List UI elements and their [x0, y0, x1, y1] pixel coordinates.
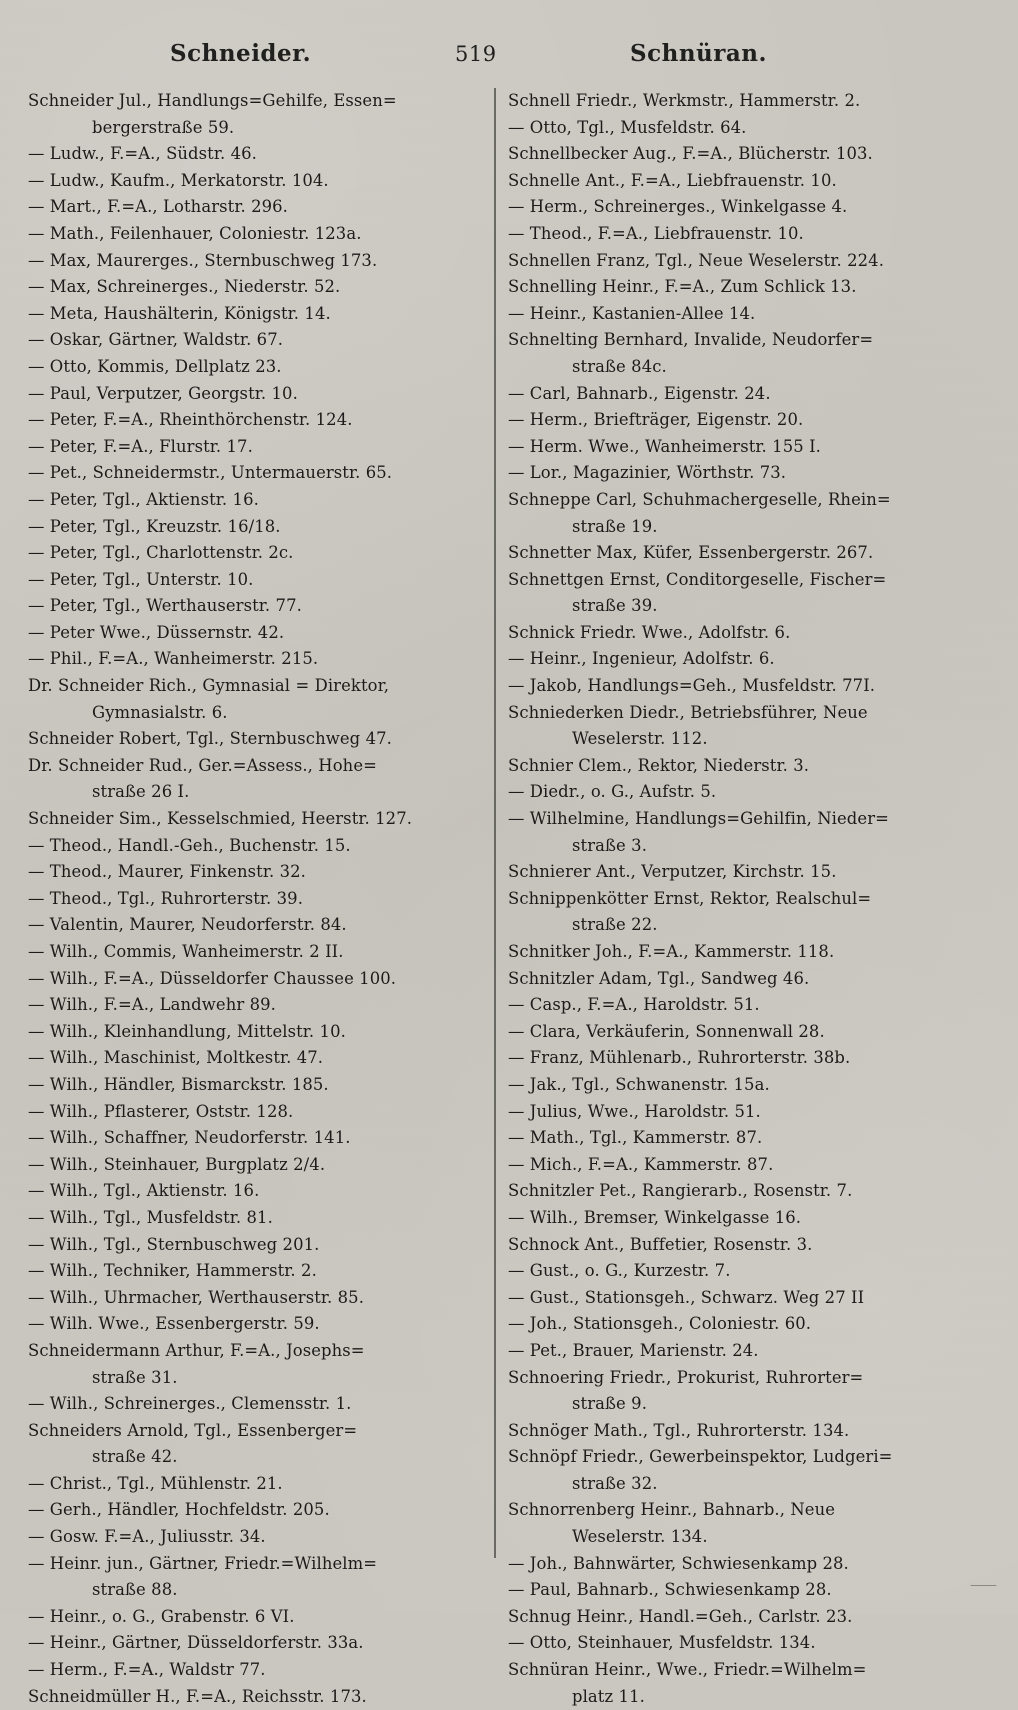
entry-text: — Peter, F.=A., Rheinthörchenstr. 124.	[28, 410, 353, 430]
directory-entry	[508, 1604, 960, 1631]
entry-text: — Joh., Bahnwärter, Schwiesenkamp 28.	[508, 1553, 849, 1573]
entry-text: Schnoering Friedr., Prokurist, Ruhrorter=	[508, 1367, 864, 1387]
entry-text: Schnöpf Friedr., Gewerbeinspektor, Ludgeri=	[508, 1447, 893, 1467]
entry-text: — Peter, Tgl., Werthauserstr. 77.	[28, 596, 302, 616]
directory-entry	[508, 886, 960, 939]
directory-entry	[508, 1365, 960, 1418]
entry-text: Schnock Ant., Buffetier, Rosenstr. 3.	[508, 1234, 813, 1254]
directory-entry	[508, 859, 960, 886]
directory-entry	[508, 460, 960, 487]
entry-text: — Joh., Stationsgeh., Coloniestr. 60.	[508, 1314, 812, 1334]
entry-text: Schnitker Joh., F.=A., Kammerstr. 118.	[508, 942, 835, 961]
entry-text: — Gosw. F.=A., Juliusstr. 34.	[28, 1527, 266, 1547]
directory-entry	[28, 1497, 480, 1524]
entry-text: — Paul, Verputzer, Georgstr. 10.	[28, 383, 298, 403]
directory-entry	[28, 1684, 480, 1710]
directory-entry	[28, 540, 480, 567]
entry-continuation: straße 9.	[572, 1394, 648, 1414]
entry-text: Schnelting Bernhard, Invalide, Neudorfer=	[508, 330, 874, 350]
directory-entry	[508, 1072, 960, 1099]
entry-text: — Mich., F.=A., Kammerstr. 87.	[508, 1154, 774, 1174]
directory-entry	[28, 567, 480, 594]
entry-continuation: straße 88.	[92, 1580, 178, 1600]
entry-text: — Math., Tgl., Kammerstr. 87.	[508, 1128, 763, 1148]
corner-mark: ⸺	[970, 1575, 998, 1594]
entry-text: Schnelle Ant., F.=A., Liebfrauenstr. 10.	[508, 170, 837, 190]
directory-entry	[28, 966, 480, 993]
entry-text: Schnöger Math., Tgl., Ruhrorterstr. 134.	[508, 1420, 850, 1440]
entry-text: — Pet., Schneidermstr., Untermauerstr. 65.	[28, 463, 393, 483]
directory-entry	[508, 646, 960, 673]
entry-text: — Otto, Kommis, Dellplatz 23.	[28, 356, 282, 376]
entry-text: — Julius, Wwe., Haroldstr. 51.	[508, 1101, 761, 1121]
entry-text: — Wilhelmine, Handlungs=Gehilfin, Nieder=	[508, 809, 889, 829]
entry-continuation: bergerstraße 59.	[92, 117, 235, 137]
entry-text: — Herm., Schreinerges., Winkelgasse 4.	[508, 197, 848, 217]
directory-entry	[508, 381, 960, 408]
entry-text: — Ludw., Kaufm., Merkatorstr. 104.	[28, 170, 329, 190]
directory-entry	[28, 434, 480, 461]
entry-text: Schnetter Max, Küfer, Essenbergerstr. 267.	[508, 543, 874, 563]
directory-entry	[28, 1551, 480, 1604]
entry-text: Schneidmüller H., F.=A., Reichsstr. 173.	[28, 1686, 367, 1706]
directory-entry	[28, 912, 480, 939]
directory-entry	[28, 1152, 480, 1179]
directory-entry	[508, 1444, 960, 1497]
entry-text: — Heinr. jun., Gärtner, Friedr.=Wilhelm=	[28, 1553, 378, 1573]
directory-entry	[508, 88, 960, 115]
entry-text: — Peter Wwe., Düssernstr. 42.	[28, 622, 285, 642]
entry-text: — Gerh., Händler, Hochfeldstr. 205.	[28, 1500, 330, 1520]
entry-text: — Christ., Tgl., Mühlenstr. 21.	[28, 1473, 283, 1493]
entry-text: — Herm. Wwe., Wanheimerstr. 155 I.	[508, 436, 821, 456]
directory-entry	[508, 1497, 960, 1550]
entry-text: Schnell Friedr., Werkmstr., Hammerstr. 2.	[508, 91, 861, 110]
page-number: 519	[455, 42, 497, 66]
directory-entry	[28, 1630, 480, 1657]
entry-continuation: straße 26 I.	[92, 782, 190, 802]
directory-entry	[508, 1630, 960, 1657]
entry-text: — Math., Feilenhauer, Coloniestr. 123a.	[28, 223, 362, 243]
directory-entry	[28, 460, 480, 487]
entry-text: — Mart., F.=A., Lotharstr. 296.	[28, 197, 288, 217]
entry-text: Schnierer Ant., Verputzer, Kirchstr. 15.	[508, 862, 837, 882]
directory-entry	[28, 1471, 480, 1498]
directory-entry	[508, 1418, 960, 1445]
entry-text: — Gust., o. G., Kurzestr. 7.	[508, 1261, 731, 1281]
entry-continuation: Gymnasialstr. 6.	[92, 702, 228, 722]
entry-continuation: Weselerstr. 134.	[572, 1527, 708, 1547]
directory-entry	[28, 354, 480, 381]
directory-entry	[28, 274, 480, 301]
directory-entry	[28, 1099, 480, 1126]
header-catchword-left: Schneider.	[170, 40, 312, 67]
entry-text: Schnüran Heinr., Wwe., Friedr.=Wilhelm=	[508, 1660, 867, 1680]
directory-entry	[508, 487, 960, 540]
entry-text: — Lor., Magazinier, Wörthstr. 73.	[508, 463, 787, 483]
directory-entry	[28, 1338, 480, 1391]
directory-entry	[508, 248, 960, 275]
entry-text: — Phil., F.=A., Wanheimerstr. 215.	[28, 649, 319, 669]
directory-entry	[28, 1657, 480, 1684]
entry-text: — Max, Maurerges., Sternbuschweg 173.	[28, 250, 378, 270]
directory-entry	[508, 753, 960, 780]
directory-entry	[28, 726, 480, 753]
directory-entry	[508, 1577, 960, 1604]
directory-entry	[28, 593, 480, 620]
entry-text: — Jak., Tgl., Schwanenstr. 15a.	[508, 1074, 770, 1094]
directory-entry	[508, 115, 960, 142]
directory-entry	[28, 833, 480, 860]
directory-entry	[508, 939, 960, 966]
entry-text: Dr. Schneider Rich., Gymnasial = Direktor,	[28, 676, 390, 696]
entry-text: Schnippenkötter Ernst, Rektor, Realschul=	[508, 888, 872, 908]
entry-text: — Wilh., Tgl., Aktienstr. 16.	[28, 1181, 260, 1201]
entry-text: — Heinr., Kastanien-Allee 14.	[508, 303, 756, 323]
entry-text: — Ludw., F.=A., Südstr. 46.	[28, 144, 257, 164]
entry-text: — Herm., Briefträger, Eigenstr. 20.	[508, 410, 804, 430]
entry-text: Schnellbecker Aug., F.=A., Blücherstr. 103.	[508, 144, 873, 164]
directory-entry	[28, 1258, 480, 1285]
directory-entry	[508, 567, 960, 620]
directory-entry	[508, 168, 960, 195]
directory-entry	[508, 1125, 960, 1152]
directory-entry	[508, 1232, 960, 1259]
directory-entry	[28, 1418, 480, 1471]
entry-text: — Gust., Stationsgeh., Schwarz. Weg 27 II	[508, 1287, 865, 1307]
entry-continuation: straße 39.	[572, 596, 658, 616]
directory-entry	[28, 248, 480, 275]
entry-text: — Jakob, Handlungs=Geh., Musfeldstr. 77I.	[508, 676, 876, 696]
directory-entry	[28, 1391, 480, 1418]
entry-text: — Theod., Handl.-Geh., Buchenstr. 15.	[28, 835, 351, 855]
entry-text: Schniederken Diedr., Betriebsführer, Neue	[508, 702, 868, 722]
directory-entry	[508, 673, 960, 700]
header-catchword-right: Schnüran.	[630, 40, 768, 67]
entry-text: Schneider Sim., Kesselschmied, Heerstr. 127.	[28, 809, 413, 829]
directory-entry	[508, 1099, 960, 1126]
entry-text: Schnorrenberg Heinr., Bahnarb., Neue	[508, 1500, 836, 1520]
entry-continuation: straße 32.	[572, 1473, 658, 1493]
entry-text: — Franz, Mühlenarb., Ruhrorterstr. 38b.	[508, 1048, 851, 1068]
directory-entry	[28, 487, 480, 514]
entry-text: — Wilh., Maschinist, Moltkestr. 47.	[28, 1048, 324, 1068]
directory-entry	[508, 1551, 960, 1578]
entry-text: — Heinr., o. G., Grabenstr. 6 VI.	[28, 1606, 295, 1626]
entry-text: — Wilh., Steinhauer, Burgplatz 2/4.	[28, 1154, 326, 1174]
directory-entry	[508, 806, 960, 859]
page-header	[40, 40, 978, 74]
entry-continuation: straße 22.	[572, 915, 658, 935]
entry-text: — Wilh., Pflasterer, Oststr. 128.	[28, 1101, 294, 1121]
column-right	[508, 88, 960, 1706]
directory-entry	[28, 407, 480, 434]
entry-text: — Max, Schreinerges., Niederstr. 52.	[28, 277, 341, 297]
entry-text: — Wilh., Schaffner, Neudorferstr. 141.	[28, 1128, 351, 1148]
entry-text: — Theod., F.=A., Liebfrauenstr. 10.	[508, 223, 804, 243]
entry-text: Schneider Jul., Handlungs=Gehilfe, Essen=	[28, 91, 397, 110]
entry-text: — Peter, Tgl., Kreuzstr. 16/18.	[28, 516, 281, 536]
directory-entry	[508, 992, 960, 1019]
entry-text: — Diedr., o. G., Aufstr. 5.	[508, 782, 717, 802]
directory-entry	[28, 141, 480, 168]
entry-text: Schnelling Heinr., F.=A., Zum Schlick 13.	[508, 277, 857, 297]
directory-entry	[508, 1205, 960, 1232]
directory-entry	[28, 992, 480, 1019]
entry-text: Schnier Clem., Rektor, Niederstr. 3.	[508, 755, 810, 775]
entry-text: — Wilh. Wwe., Essenbergerstr. 59.	[28, 1314, 320, 1334]
directory-entry	[28, 1045, 480, 1072]
entry-text: — Meta, Haushälterin, Königstr. 14.	[28, 303, 331, 323]
entry-text: — Wilh., Händler, Bismarckstr. 185.	[28, 1074, 329, 1094]
entry-text: — Casp., F.=A., Haroldstr. 51.	[508, 995, 760, 1015]
directory-entry	[508, 779, 960, 806]
directory-entry	[508, 1657, 960, 1710]
entry-text: Schnettgen Ernst, Conditorgeselle, Fischer=	[508, 569, 887, 589]
entry-text: — Theod., Tgl., Ruhrorterstr. 39.	[28, 888, 304, 908]
directory-columns	[28, 88, 998, 1706]
directory-entry	[508, 1258, 960, 1285]
entry-text: — Clara, Verkäuferin, Sonnenwall 28.	[508, 1021, 825, 1041]
directory-entry	[508, 966, 960, 993]
entry-text: — Wilh., Schreinerges., Clemensstr. 1.	[28, 1394, 352, 1414]
directory-entry	[28, 1072, 480, 1099]
directory-entry	[28, 1232, 480, 1259]
directory-entry	[28, 939, 480, 966]
directory-entry	[508, 221, 960, 248]
directory-entry	[508, 620, 960, 647]
directory-entry	[28, 168, 480, 195]
entry-text: Schnug Heinr., Handl.=Geh., Carlstr. 23.	[508, 1606, 853, 1626]
entry-text: Schnellen Franz, Tgl., Neue Weselerstr. 224.	[508, 250, 885, 270]
entry-text: — Wilh., Uhrmacher, Werthauserstr. 85.	[28, 1287, 365, 1307]
entry-text: — Theod., Maurer, Finkenstr. 32.	[28, 862, 306, 882]
entry-text: — Wilh., Commis, Wanheimerstr. 2 II.	[28, 942, 344, 961]
directory-entry	[28, 1604, 480, 1631]
directory-entry	[28, 88, 480, 141]
directory-entry	[508, 1019, 960, 1046]
directory-entry	[508, 700, 960, 753]
directory-entry	[28, 327, 480, 354]
entry-text: Schneidermann Arthur, F.=A., Josephs=	[28, 1340, 365, 1360]
directory-entry	[508, 1311, 960, 1338]
directory-entry	[28, 301, 480, 328]
entry-text: — Peter, Tgl., Charlottenstr. 2c.	[28, 543, 294, 563]
entry-text: — Valentin, Maurer, Neudorferstr. 84.	[28, 915, 347, 935]
directory-entry	[28, 673, 480, 726]
entry-continuation: Weselerstr. 112.	[572, 729, 708, 749]
entry-continuation: platz 11.	[572, 1686, 645, 1706]
entry-text: — Heinr., Gärtner, Düsseldorferstr. 33a.	[28, 1633, 364, 1653]
directory-entry	[508, 141, 960, 168]
entry-text: — Wilh., Techniker, Hammerstr. 2.	[28, 1261, 317, 1281]
entry-text: — Wilh., F.=A., Landwehr 89.	[28, 995, 276, 1015]
entry-continuation: straße 19.	[572, 516, 658, 536]
directory-entry	[28, 859, 480, 886]
directory-entry	[28, 620, 480, 647]
entry-continuation: straße 42.	[92, 1447, 178, 1467]
directory-entry	[508, 301, 960, 328]
directory-entry	[508, 1285, 960, 1312]
directory-entry	[508, 434, 960, 461]
directory-entry	[28, 514, 480, 541]
directory-entry	[28, 1019, 480, 1046]
directory-entry	[28, 381, 480, 408]
entry-text: Schnitzler Adam, Tgl., Sandweg 46.	[508, 968, 810, 988]
directory-entry	[508, 407, 960, 434]
entry-text: — Wilh., Tgl., Sternbuschweg 201.	[28, 1234, 320, 1254]
entry-text: — Peter, Tgl., Unterstr. 10.	[28, 569, 254, 589]
directory-entry	[508, 1045, 960, 1072]
entry-text: — Paul, Bahnarb., Schwiesenkamp 28.	[508, 1580, 832, 1600]
entry-text: — Otto, Steinhauer, Musfeldstr. 134.	[508, 1633, 816, 1653]
entry-text: Schnick Friedr. Wwe., Adolfstr. 6.	[508, 622, 791, 642]
column-left	[28, 88, 480, 1706]
entry-text: — Wilh., Bremser, Winkelgasse 16.	[508, 1207, 802, 1227]
entry-text: Schnitzler Pet., Rangierarb., Rosenstr. 7.	[508, 1181, 853, 1201]
directory-entry	[28, 1125, 480, 1152]
entry-continuation: straße 3.	[572, 835, 648, 855]
directory-entry	[508, 274, 960, 301]
directory-entry	[28, 1178, 480, 1205]
column-divider	[494, 88, 496, 1558]
directory-entry	[28, 1285, 480, 1312]
directory-entry	[28, 753, 480, 806]
entry-text: Schneppe Carl, Schuhmachergeselle, Rhein=	[508, 489, 891, 509]
entry-text: — Wilh., F.=A., Düsseldorfer Chaussee 100.	[28, 968, 397, 988]
entry-text: — Wilh., Tgl., Musfeldstr. 81.	[28, 1207, 273, 1227]
entry-text: — Peter, F.=A., Flurstr. 17.	[28, 436, 253, 456]
entry-continuation: straße 84c.	[572, 356, 667, 376]
directory-entry	[28, 1311, 480, 1338]
entry-text: — Heinr., Ingenieur, Adolfstr. 6.	[508, 649, 775, 669]
directory-entry	[28, 646, 480, 673]
directory-entry	[508, 194, 960, 221]
entry-text: — Pet., Brauer, Marienstr. 24.	[508, 1340, 759, 1360]
directory-entry	[28, 221, 480, 248]
directory-entry	[508, 540, 960, 567]
entry-text: Dr. Schneider Rud., Ger.=Assess., Hohe=	[28, 755, 377, 775]
entry-text: — Wilh., Kleinhandlung, Mittelstr. 10.	[28, 1021, 346, 1041]
entry-text: — Otto, Tgl., Musfeldstr. 64.	[508, 117, 747, 137]
entry-text: — Peter, Tgl., Aktienstr. 16.	[28, 489, 259, 509]
directory-entry	[28, 1524, 480, 1551]
directory-entry	[508, 1338, 960, 1365]
entry-text: — Herm., F.=A., Waldstr 77.	[28, 1660, 266, 1680]
directory-entry	[28, 194, 480, 221]
entry-text: Schneiders Arnold, Tgl., Essenberger=	[28, 1420, 358, 1440]
directory-entry	[28, 1205, 480, 1232]
entry-continuation: straße 31.	[92, 1367, 178, 1387]
entry-text: Schneider Robert, Tgl., Sternbuschweg 47.	[28, 729, 392, 749]
directory-entry	[508, 1178, 960, 1205]
directory-entry	[28, 886, 480, 913]
directory-entry	[28, 806, 480, 833]
directory-entry	[508, 1152, 960, 1179]
entry-text: — Carl, Bahnarb., Eigenstr. 24.	[508, 383, 771, 403]
entry-text: — Oskar, Gärtner, Waldstr. 67.	[28, 330, 284, 350]
directory-entry	[508, 327, 960, 380]
